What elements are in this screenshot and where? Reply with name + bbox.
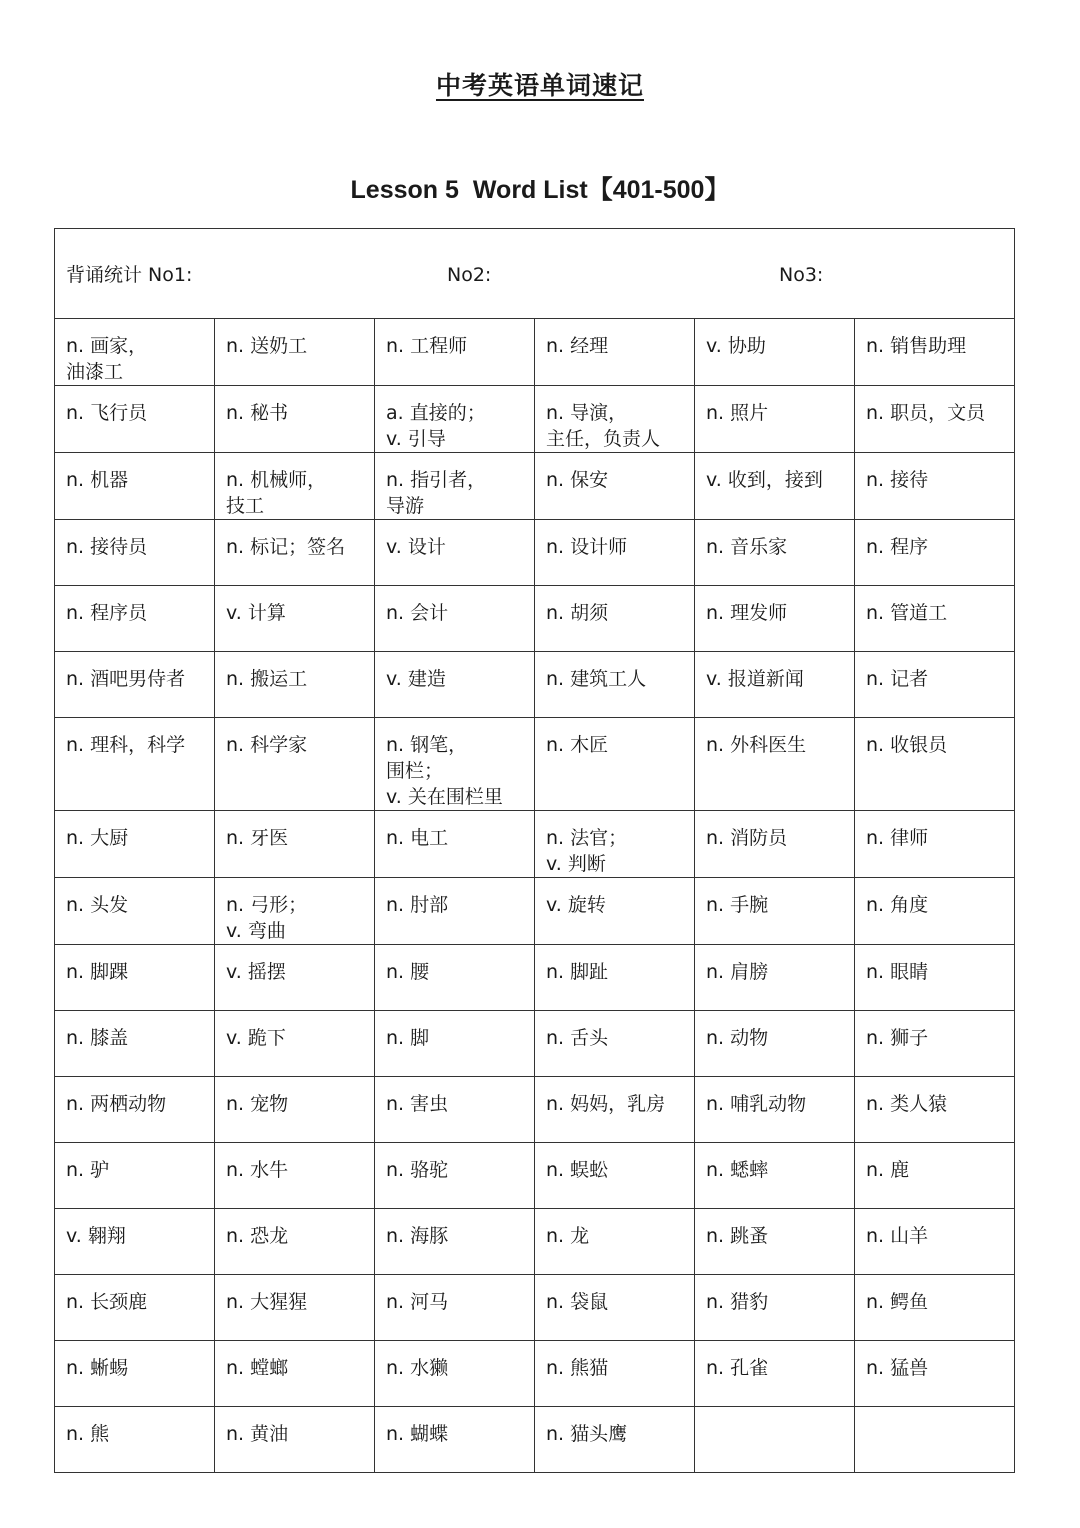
table-row — [55, 586, 1015, 652]
table-row — [55, 386, 1015, 453]
table-row — [55, 1275, 1015, 1341]
lesson-label: Lesson 5 — [350, 176, 459, 204]
table-row — [55, 945, 1015, 1011]
word-cell: n. 接待员 — [55, 520, 215, 586]
word-cell: n. 驴 — [55, 1143, 215, 1209]
table-row — [55, 453, 1015, 520]
word-cell: n. 接待 — [855, 453, 1015, 520]
word-cell: n. 记者 — [855, 652, 1015, 718]
table-row — [55, 652, 1015, 718]
stats-no1-label: 背诵统计 No1: — [66, 264, 193, 286]
word-cell: n. 类人猿 — [855, 1077, 1015, 1143]
word-cell: n. 飞行员 — [55, 386, 215, 453]
word-cell: n. 狮子 — [855, 1011, 1015, 1077]
word-cell: n. 外科医生 — [695, 718, 855, 811]
word-cell: n. 膝盖 — [55, 1011, 215, 1077]
word-cell: n. 法官； v. 判断 — [535, 811, 695, 878]
word-cell: n. 长颈鹿 — [55, 1275, 215, 1341]
word-cell: n. 机械师， 技工 — [215, 453, 375, 520]
word-cell: n. 袋鼠 — [535, 1275, 695, 1341]
word-cell: v. 报道新闻 — [695, 652, 855, 718]
table-row — [55, 1407, 1015, 1473]
word-cell: n. 脚踝 — [55, 945, 215, 1011]
word-table — [54, 228, 1015, 1473]
table-row — [55, 319, 1015, 386]
word-cell: n. 钢笔， 围栏； v. 关在围栏里 — [375, 718, 535, 811]
word-cell: n. 指引者， 导游 — [375, 453, 535, 520]
word-cell: n. 木匠 — [535, 718, 695, 811]
word-cell: a. 直接的； v. 引导 — [375, 386, 535, 453]
word-cell: n. 搬运工 — [215, 652, 375, 718]
word-cell: n. 蜈蚣 — [535, 1143, 695, 1209]
word-cell: n. 职员，文员 — [855, 386, 1015, 453]
word-cell: n. 设计师 — [535, 520, 695, 586]
word-cell: v. 建造 — [375, 652, 535, 718]
word-cell: n. 经理 — [535, 319, 695, 386]
word-cell: n. 海豚 — [375, 1209, 535, 1275]
word-cell: n. 送奶工 — [215, 319, 375, 386]
word-cell: n. 机器 — [55, 453, 215, 520]
stats-no2-label: No2: — [447, 264, 492, 286]
word-cell: n. 建筑工人 — [535, 652, 695, 718]
table-row — [55, 1011, 1015, 1077]
word-cell: n. 熊 — [55, 1407, 215, 1473]
word-cell: v. 设计 — [375, 520, 535, 586]
word-cell: n. 黄油 — [215, 1407, 375, 1473]
word-cell: n. 音乐家 — [695, 520, 855, 586]
word-cell: n. 蟋蟀 — [695, 1143, 855, 1209]
word-cell: n. 销售助理 — [855, 319, 1015, 386]
word-cell: n. 猫头鹰 — [535, 1407, 695, 1473]
lesson-title — [0, 170, 1080, 206]
word-cell: n. 电工 — [375, 811, 535, 878]
word-cell: n. 科学家 — [215, 718, 375, 811]
word-cell: n. 头发 — [55, 878, 215, 945]
word-cell: n. 水獭 — [375, 1341, 535, 1407]
word-cell: n. 蜥蜴 — [55, 1341, 215, 1407]
word-cell: n. 酒吧男侍者 — [55, 652, 215, 718]
word-cell: n. 肘部 — [375, 878, 535, 945]
word-cell: n. 眼睛 — [855, 945, 1015, 1011]
word-cell: n. 猛兽 — [855, 1341, 1015, 1407]
word-cell: v. 跪下 — [215, 1011, 375, 1077]
word-cell: n. 律师 — [855, 811, 1015, 878]
word-cell — [855, 1407, 1015, 1473]
word-cell: n. 标记；签名 — [215, 520, 375, 586]
word-cell: n. 跳蚤 — [695, 1209, 855, 1275]
word-cell: v. 翱翔 — [55, 1209, 215, 1275]
table-row — [55, 520, 1015, 586]
word-list-label: Word List【401-500】 — [472, 176, 730, 204]
word-cell: n. 理科，科学 — [55, 718, 215, 811]
word-cell: n. 河马 — [375, 1275, 535, 1341]
stats-no3-label: No3: — [779, 264, 824, 286]
table-row — [55, 1341, 1015, 1407]
word-cell: n. 动物 — [695, 1011, 855, 1077]
document-title: 中考英语单词速记 — [435, 71, 644, 100]
word-cell: n. 保安 — [535, 453, 695, 520]
table-row — [55, 1077, 1015, 1143]
word-cell: n. 妈妈，乳房 — [535, 1077, 695, 1143]
recitation-stats-cell — [55, 229, 1015, 319]
word-cell: n. 山羊 — [855, 1209, 1015, 1275]
word-cell: n. 熊猫 — [535, 1341, 695, 1407]
table-row — [55, 1143, 1015, 1209]
word-cell: n. 骆驼 — [375, 1143, 535, 1209]
word-cell: n. 鳄鱼 — [855, 1275, 1015, 1341]
word-cell: n. 程序员 — [55, 586, 215, 652]
word-cell: n. 恐龙 — [215, 1209, 375, 1275]
word-cell: n. 害虫 — [375, 1077, 535, 1143]
word-cell: n. 两栖动物 — [55, 1077, 215, 1143]
word-cell: n. 哺乳动物 — [695, 1077, 855, 1143]
table-row — [55, 718, 1015, 811]
word-cell: n. 照片 — [695, 386, 855, 453]
word-cell — [695, 1407, 855, 1473]
word-cell: n. 大厨 — [55, 811, 215, 878]
word-cell: n. 宠物 — [215, 1077, 375, 1143]
word-cell: n. 大猩猩 — [215, 1275, 375, 1341]
word-cell: n. 秘书 — [215, 386, 375, 453]
word-cell: v. 协助 — [695, 319, 855, 386]
table-row — [55, 1209, 1015, 1275]
word-cell: n. 导演， 主任，负责人 — [535, 386, 695, 453]
word-cell: n. 胡须 — [535, 586, 695, 652]
recitation-stats-row — [55, 229, 1015, 319]
word-cell: n. 鹿 — [855, 1143, 1015, 1209]
word-cell: n. 弓形； v. 弯曲 — [215, 878, 375, 945]
word-cell: v. 摇摆 — [215, 945, 375, 1011]
table-row — [55, 811, 1015, 878]
word-cell: n. 猎豹 — [695, 1275, 855, 1341]
word-cell: n. 水牛 — [215, 1143, 375, 1209]
word-cell: n. 会计 — [375, 586, 535, 652]
word-cell: n. 肩膀 — [695, 945, 855, 1011]
word-cell: n. 舌头 — [535, 1011, 695, 1077]
word-cell: n. 管道工 — [855, 586, 1015, 652]
word-cell: n. 牙医 — [215, 811, 375, 878]
word-cell: n. 画家， 油漆工 — [55, 319, 215, 386]
word-cell: n. 程序 — [855, 520, 1015, 586]
word-cell: n. 手腕 — [695, 878, 855, 945]
table-row — [55, 878, 1015, 945]
word-cell: n. 工程师 — [375, 319, 535, 386]
word-cell: n. 龙 — [535, 1209, 695, 1275]
word-cell: n. 收银员 — [855, 718, 1015, 811]
word-cell: n. 角度 — [855, 878, 1015, 945]
word-cell: n. 消防员 — [695, 811, 855, 878]
word-cell: v. 计算 — [215, 586, 375, 652]
word-cell: v. 旋转 — [535, 878, 695, 945]
word-cell: n. 蝴蝶 — [375, 1407, 535, 1473]
word-cell: n. 理发师 — [695, 586, 855, 652]
word-cell: n. 螳螂 — [215, 1341, 375, 1407]
word-cell: n. 孔雀 — [695, 1341, 855, 1407]
word-cell: n. 脚 — [375, 1011, 535, 1077]
word-cell: n. 脚趾 — [535, 945, 695, 1011]
word-cell: v. 收到，接到 — [695, 453, 855, 520]
word-cell: n. 腰 — [375, 945, 535, 1011]
